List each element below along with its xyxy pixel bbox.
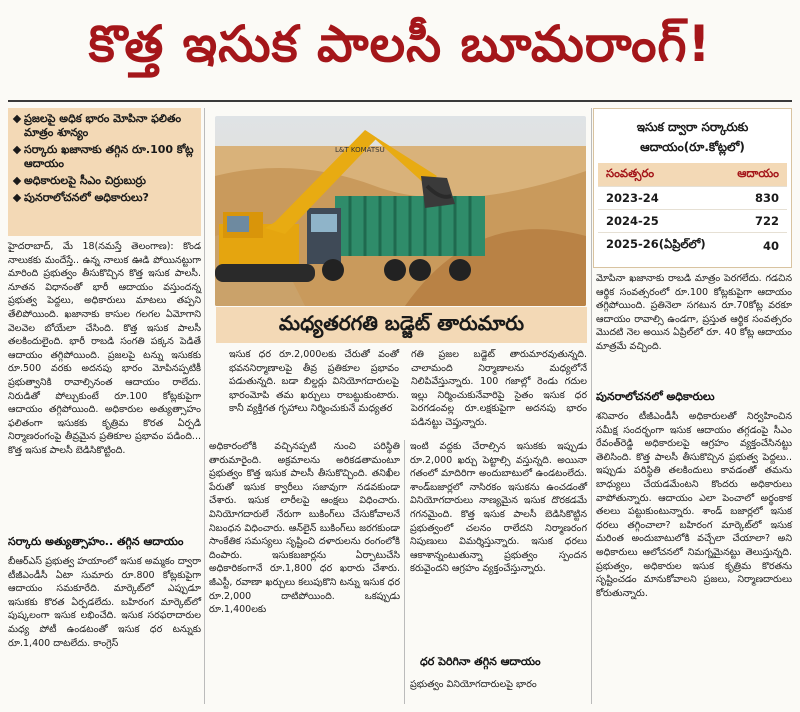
- table-cell: 722: [724, 210, 787, 233]
- table-header: ఆదాయం: [724, 163, 787, 187]
- revenue-table-box: [593, 108, 792, 268]
- table-cell: 40: [724, 233, 787, 259]
- highlight-item: అధికారులపై సీఎం చిర్రుబుర్రు: [14, 174, 195, 188]
- headline: కొత్త ఇసుక పాలసీ బూమరాంగ్!: [88, 14, 712, 73]
- highlights-box: [8, 108, 201, 236]
- column-divider: [591, 108, 592, 704]
- bullet-icon: [13, 146, 21, 154]
- table-row: [598, 233, 787, 259]
- excavator-truck-photo: [215, 116, 586, 306]
- column-divider: [404, 440, 405, 704]
- highlight-item: సర్కారు ఖజానాకు తగ్గిన రూ.100 కోట్ల ఆదాయం: [14, 143, 195, 171]
- caption-right: గతి ప్రజల బడ్జెట్ తారుమారవుతున్నది. చాలామంది నిర్మాణాలను మధ్యలోనే నిలిపివేస్తున్నారు. 100 గజాల్లో రెండు గదుల ఇల్లు నిర్మించుకునేవారిపై సైతం ఇసుక ధర పెరగడంవల్ల రూ.లక్షకుపైగా అదనపు భారం పడినట్టు చెప్తున్నారు.: [411, 349, 587, 428]
- article-paragraph: ప్రభుత్వం వినియోగదారులపై భారం: [410, 679, 537, 690]
- bullet-icon: [13, 177, 21, 185]
- article-paragraph: మోపినా ఖజానాకు రాబడి మాత్రం పెరగలేదు. గడచిన ఆర్థిక సంవత్సరంలో రూ.100 కోట్లకుపైగా ఆదాయం తగ్గిపోయింది. ప్రతినెలా సగటున రూ.70కోట్ల వరకూ ఆదాయం రావాల్సి ఉండగా, ప్రస్తుత ఆర్థిక సంవత్సరం మొదటి నెల అయిన ఏప్రిల్‌లో రూ. 40 కోట్ల ఆదాయం మాత్రమే వచ్చింది.: [596, 273, 792, 352]
- truck-shape: [307, 196, 485, 281]
- highlight-item: ప్రజలపై అధిక భారం మోపినా ఫలితం మాత్రం శూన్యం: [14, 112, 195, 140]
- section-heading: సర్కారు అత్యుత్సాహం.. తగ్గిన ఆదాయం: [8, 535, 184, 548]
- excavator-brand-label: L&T KOMATSU: [335, 146, 385, 154]
- bullet-icon: [13, 194, 21, 202]
- subheading: మధ్యతరగతి బడ్జెట్ తారుమారు: [216, 307, 587, 343]
- highlight-item: పునరాలోచనలో అధికారులు?: [14, 191, 195, 205]
- table-header: సంవత్సరం: [598, 163, 724, 187]
- headline-rule: [8, 100, 792, 102]
- article-paragraph: హైదరాబాద్, మే 18(నమస్తే తెలంగాణ): కొండ నాలుకకు మందేస్తే.. ఉన్న నాలుక ఊడి పోయినట్టుగా మారింది ప్రభుత్వం తీసుకొచ్చిన కొత్త ఇసుక పాలసీ. నూతన విధానంతో భారీ ఆదాయం వస్తుందన్న ప్రభుత్వ పెద్దలు, అధికారులు మాటలు తప్పని తేలిపోయింది. ఖజానాకు కాసుల గలగల ఏమోగాని వెలవెల బోయేలా చేసింది. కొత్త ఇసుక పాలసీ తలకిందులైంది. భారీ రాబడి సంగతి పక్కన పెడితే ఆదాయం తగ్గిపోయింది. ప్రజలపై టన్ను ఇసుకకు రూ.500 వరకు అదనపు భారం మోపినప్పటికీ ప్రభుత్వానికి రావాల్సినంత ఆదాయం రాలేదు. నిరుడితో పోల్చుకుంటే రూ.100 కోట్లకుపైగా ఆదాయం తగ్గిపోయింది. అధికారుల అత్యుత్సాహం ఫలితంగా ఇసుకకు కృత్రిమ కొరత ఏర్పడి నిర్మాణరంగంపై తీవ్రమైన ప్రతికూల ప్రభావం పడింది... కొత్త ఇసుక పాలసీ బెడిసికొట్టింది.: [8, 241, 201, 456]
- table-cell: 2024-25: [598, 210, 724, 233]
- article-paragraph: శనివారం టీజీఎండీసీ అధికారులతో నిర్వహించిన సమీక్ష సందర్భంగా ఇసుక ఆదాయం తగ్గడంపై సీఎం రేవంత్‌రెడ్డి అధికారులపై ఆగ్రహం వ్యక్తంచేసినట్టు తెలిసింది. కొత్త పాలసీ తీసుకొచ్చిన ప్రభుత్వ పెద్దలు.. ఇప్పుడు పరిస్థితి తలకిందులు కావడంతో తమను బాధ్యులు చేయడమేంటని కొందరు అధికారులు వాపోతున్నారు. ఆదాయం ఎలా పెంచాలో అర్థంకాక తలలు పట్టుకుంటున్నారు. శాండ్ బజార్లలో ఇసుక ధరలు తగ్గించాలా? బహిరంగ మార్కెట్‌లో ఇసుక మరింత అందుబాటులోకి వచ్చేలా చేయాలా? అని అధికారులు ఆలోచనలో నిమగ్నమైనట్టు తెలుస్తున్నది. ప్రభుత్వం, అధికారుల ఇసుక కృత్రిమ కొరతను సృష్టించడం మానుకోవాలని ప్రజలు, నిర్మాణదారులు కోరుతున్నారు.: [596, 411, 792, 599]
- column-divider: [204, 108, 205, 704]
- article-paragraph: ఇంటి వద్దకు చేరాల్సిన ఇసుకకు ఇప్పుడు రూ.2,000 ఖర్చు పెట్టాల్సి వస్తున్నది. అయినా గతంలో మాదిరిగా అందుబాటులో ఉండటంలేదు. శాండ్‌బజార్లలో నాసిరకం ఇసుకను ఉంచడంతో వినియోగదారులు నాణ్యమైన ఇసుక దొరకడమే గగనమైంది. కొత్త ఇసుక పాలసీ బెడిసికొట్టిన ప్రభుత్వంలో చలనం రాలేదని నిర్మాణరంగ నిపుణులు విమర్శిస్తున్నారు. ఇసుక ధరలు ఆకాశాన్నంటుతున్నా ప్రభుత్వం స్పందన కరువైందని ఆగ్రహం వ్యక్తంచేస్తున్నారు.: [410, 441, 587, 575]
- revenue-table: [598, 163, 787, 258]
- table-cell: 830: [724, 187, 787, 210]
- table-row: [598, 210, 787, 233]
- bullet-icon: [13, 115, 21, 123]
- table-title: ఇసుక ద్వారా సర్కారుకు ఆదాయం(రూ.కోట్లలో): [636, 120, 749, 154]
- caption-left: ఇసుక ధర రూ.2,000లకు చేరుతో వంతో భవననిర్మాణాలపై తీవ్ర ప్రతికూల ప్రభావం పడుతున్నది. బడా బిల్డర్లు వినియోగదారులపై భారంమోపి తమ ఖర్చులు రాబట్టుకుంటారు. కానీ వ్యక్తిగత గృహాలు నిర్మించుకునే మధ్యతర: [229, 349, 399, 415]
- table-row: [598, 187, 787, 210]
- table-cell: 2023-24: [598, 187, 724, 210]
- article-paragraph: అధికారంలోకి వచ్చినప్పటి నుంచి పరిస్థితి తారుమారైంది. అక్రమాలను అరికడతామంటూ ప్రభుత్వం కొత్త ఇసుక పాలసీ తీసుకొచ్చింది. తనిఖీల పేరుతో ఇసుక క్వారీలు సజావుగా నడవకుండా చేశారు. ఇసుక లారీలపై ఆంక్షలు విధించారు. వినియోగదారులే నేరుగా బుకింగ్‌లు చేసుకోవాలనే నిబంధన విధించారు. ఆన్‌లైన్ బుకింగ్‌లు జరగకుండా సాంకేతిక సమస్యలు సృష్టించి దళారులను రంగంలోకి దింపారు. ఇసుకబజార్లను ఏర్పాటుచేసి అధికారికంగానే రూ.1,800 ధర ఖరారు చేశారు. జీఎస్టీ, రవాణా ఖర్చులు కలుపుకొని టన్ను ఇసుక ధర రూ.2,000 దాటిపోయింది. ఒకప్పుడు రూ.1,400లకు: [209, 441, 400, 616]
- article-paragraph: బీఆర్ఎస్ ప్రభుత్వ హయాంలో ఇసుక అమ్మకం ద్వారా టీజీఎండీసీ ఏటా సుమారు రూ.800 కోట్లకుపైగా ఆదాయం సమకూరేది. మార్కెట్‌లో ఎప్పుడూ ఇసుకకు కొరత ఏర్పడలేదు. బహిరంగ మార్కెట్‌లో పుష్కలంగా ఇసుక లభించేది. ఇసుక సరఫరాదారుల మధ్య పోటీ ఉండటంతో ఇసుక ధర టన్నుకు రూ.1,400 దాటలేదు. కాంగ్రెస్: [8, 556, 201, 649]
- section-heading: పునరాలోచనలో అధికారులు: [596, 390, 715, 403]
- section-heading: ధర పెరిగినా తగ్గిన ఆదాయం: [420, 655, 541, 668]
- table-cell: 2025-26(ఏప్రిల్‌లో): [598, 233, 724, 259]
